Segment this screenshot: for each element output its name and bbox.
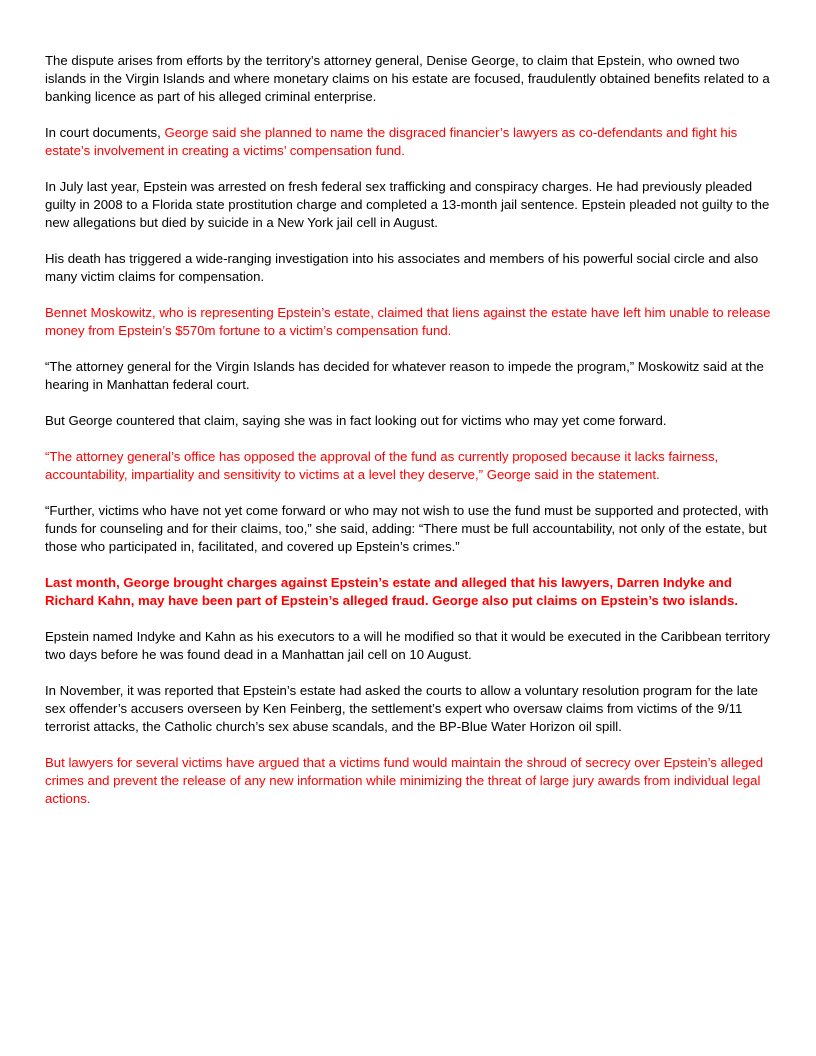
paragraph-4 [45,250,771,286]
highlighted-bold-text: Last month, George brought charges against Epstein’s estate and alleged that his lawyers, Darren Indyke and Richard Kahn, may have been part of Epstein’s alleged fraud. George also put claims on Epstein’s two islands. [45,575,738,608]
document-page [45,52,771,826]
paragraph-7 [45,412,771,430]
paragraph-text: In court documents, [45,125,165,140]
paragraph-13 [45,754,771,808]
paragraph-2 [45,124,771,160]
paragraph-text: In November, it was reported that Epstein’s estate had asked the courts to allow a voluntary resolution program for the late sex offender’s accusers overseen by Ken Feinberg, the settlement’s expert who oversaw claims from victims of the 9/11 terrorist attacks, the Catholic church’s sex abuse scandals, and the BP-Blue Water Horizon oil spill. [45,683,758,734]
paragraph-text: In July last year, Epstein was arrested on fresh federal sex trafficking and conspiracy charges. He had previously pleaded guilty in 2008 to a Florida state prostitution charge and completed a 13-month jail sentence. Epstein pleaded not guilty to the new allegations but died by suicide in a New York jail cell in August. [45,179,770,230]
paragraph-text: “The attorney general for the Virgin Islands has decided for whatever reason to impede the program,” Moskowitz said at the hearing in Manhattan federal court. [45,359,764,392]
paragraph-1 [45,52,771,106]
paragraph-11 [45,628,771,664]
paragraph-text: But George countered that claim, saying she was in fact looking out for victims who may yet come forward. [45,413,667,428]
highlighted-text: “The attorney general’s office has opposed the approval of the fund as currently proposed because it lacks fairness, accountability, impartiality and sensitivity to victims at a level they deserve,” George said in the statement. [45,449,719,482]
paragraph-text: His death has triggered a wide-ranging investigation into his associates and members of his powerful social circle and also many victim claims for compensation. [45,251,759,284]
paragraph-5 [45,304,771,340]
paragraph-text: The dispute arises from efforts by the territory’s attorney general, Denise George, to claim that Epstein, who owned two islands in the Virgin Islands and where monetary claims on his estate are focused, fraudulently obtained benefits related to a banking licence as part of his alleged criminal enterprise. [45,53,770,104]
highlighted-text: But lawyers for several victims have argued that a victims fund would maintain the shroud of secrecy over Epstein’s alleged crimes and prevent the release of any new information while minimizing the threat of large jury awards from individual legal actions. [45,755,764,806]
paragraph-8 [45,448,771,484]
highlighted-text: Bennet Moskowitz, who is representing Epstein’s estate, claimed that liens against the estate have left him unable to release money from Epstein’s $570m fortune to a victim’s compensation fund. [45,305,771,338]
paragraph-9 [45,502,771,556]
paragraph-12 [45,682,771,736]
paragraph-3 [45,178,771,232]
paragraph-6 [45,358,771,394]
paragraph-text: Epstein named Indyke and Kahn as his executors to a will he modified so that it would be executed in the Caribbean territory two days before he was found dead in a Manhattan jail cell on 10 August. [45,629,770,662]
paragraph-text: “Further, victims who have not yet come forward or who may not wish to use the fund must be supported and protected, with funds for counseling and for their claims, too,” she said, adding: “There must be full accountability, not only of the estate, but those who participated in, facilitated, and covered up Epstein’s crimes.” [45,503,769,554]
highlighted-text: George said she planned to name the disgraced financier’s lawyers as co-defendants and fight his estate’s involvement in creating a victims’ compensation fund. [45,125,738,158]
paragraph-10 [45,574,771,610]
